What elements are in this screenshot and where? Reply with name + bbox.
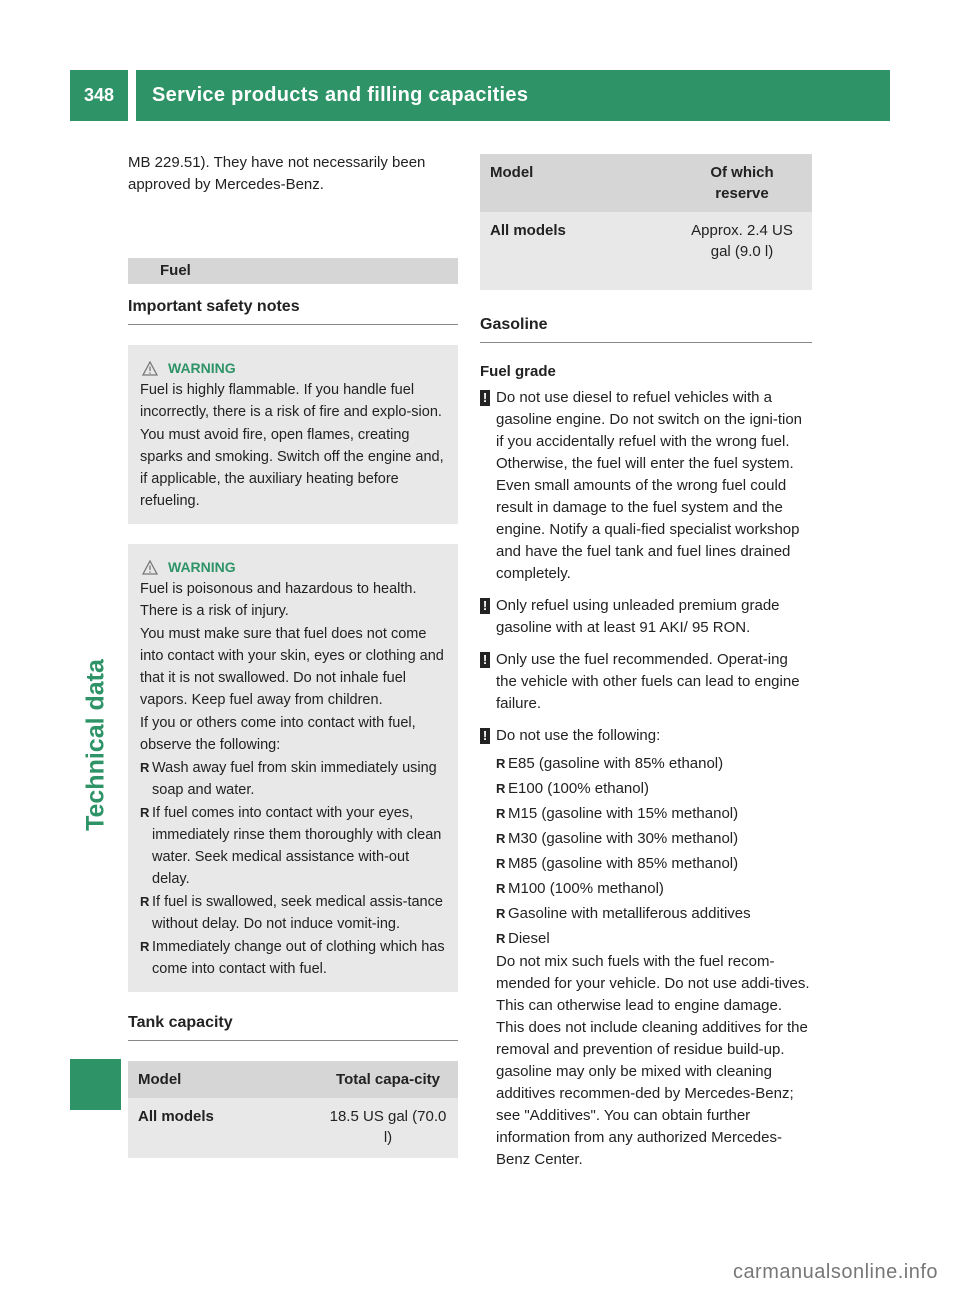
note-text: Only refuel using unleaded premium grade gasoline with at least 91 AKI/ 95 RON. <box>496 597 780 636</box>
closing-text: Do not mix such fuels with the fuel recom-mended for your vehicle. Do not use addi-tives. This can otherwise lead to engine damage. This does not include cleaning additives for the removal and prevention of residue build-up. gasoline may only be mixed with cleaning additives recommen-ded by Mercedes-Benz; see "Additives". You can obtain further information from any authorized Mercedes-Benz Center. <box>496 953 810 1168</box>
warning-text: You must avoid fire, open flames, creating sparks and smoking. Switch off the engine and, if applicable, the auxiliary heating before refueling. <box>140 427 444 509</box>
warning-box-poisonous <box>128 544 458 992</box>
page-number: 348 <box>83 85 115 105</box>
note-text: Do not use the following: <box>496 727 661 744</box>
side-tab-label: Technical data <box>81 659 109 831</box>
warning-text: You must make sure that fuel does not come into contact with your skin, eyes or clothing and that it is not swallowed. Do not inhale fuel vapors. Keep fuel away from children. <box>140 626 444 708</box>
warning-text: Fuel is highly flammable. If you handle fuel incorrectly, there is a risk of fire and explo-sion. <box>140 382 442 420</box>
list-item: R Wash away fuel from skin immediately using soap and water. <box>140 757 450 801</box>
table-header-cell: Of which reserve <box>672 154 812 212</box>
table-cell: All models <box>128 1098 318 1158</box>
list-item: R If fuel comes into contact with your eyes, immediately rinse them thoroughly with clean water. Seek medical assistance with-out delay. <box>140 802 450 890</box>
list-item: R Immediately change out of clothing which has come into contact with fuel. <box>140 936 450 980</box>
note-item <box>480 725 812 747</box>
warning-box-flammable <box>128 345 458 524</box>
list-item: R Diesel <box>496 926 812 951</box>
list-item: R E85 (gasoline with 85% ethanol) <box>496 751 812 776</box>
warning-title: WARNING <box>168 559 236 575</box>
reserve-table <box>480 154 812 290</box>
right-column <box>480 150 812 1171</box>
warning-text: Fuel is poisonous and hazardous to health. There is a risk of injury. <box>140 581 417 619</box>
safety-heading: Important safety notes <box>128 296 458 325</box>
warning-text: If you or others come into contact with fuel, observe the following: <box>140 715 416 753</box>
tank-capacity-table <box>128 1061 458 1158</box>
side-tab <box>70 570 121 920</box>
section-fuel: Fuel <box>128 258 458 284</box>
note-item <box>480 387 812 585</box>
left-column <box>128 150 458 1158</box>
list-item: R M30 (gasoline with 30% methanol) <box>496 826 812 851</box>
list-item: R Gasoline with metalliferous additives <box>496 901 812 926</box>
table-cell: Approx. 2.4 US gal (9.0 l) <box>672 212 812 290</box>
note-text: Do not use diesel to refuel vehicles with a gasoline engine. Do not switch on the igni-tion if you accidentally refuel with the wrong fuel. Otherwise, the fuel will enter the fuel system. Even small amounts of the wrong fuel could result in damage to the fuel system and the engine. Notify a quali-fied specialist workshop and have the fuel tank and fuel lines drained completely. <box>496 389 803 582</box>
list-item: R M100 (100% methanol) <box>496 876 812 901</box>
note-text: Only use the fuel recommended. Operat-ing the vehicle with other fuels can lead to engine failure. <box>496 651 800 712</box>
note-item <box>480 649 812 715</box>
intro-text: MB 229.51). They have not necessarily been approved by Mercedes-Benz. <box>128 154 426 193</box>
header-divider <box>128 70 136 121</box>
warning-title: WARNING <box>168 360 236 376</box>
exclamation-icon: ! <box>480 652 490 668</box>
watermark: carmanualsonline.info <box>732 1261 938 1283</box>
list-item: R E100 (100% ethanol) <box>496 776 812 801</box>
list-item: R If fuel is swallowed, seek medical assis-tance without delay. Do not induce vomit-ing. <box>140 891 450 935</box>
list-item: R M15 (gasoline with 15% methanol) <box>496 801 812 826</box>
table-row <box>128 1098 458 1158</box>
table-header-cell: Total capa-city <box>318 1061 458 1098</box>
table-cell: All models <box>480 212 672 290</box>
fuel-exclusion-list <box>480 751 812 951</box>
tank-capacity-heading: Tank capacity <box>128 1012 458 1041</box>
warning-triangle-icon <box>142 361 158 376</box>
note-item <box>480 595 812 639</box>
fuel-grade-heading: Fuel grade <box>480 363 556 380</box>
page-header <box>70 70 890 121</box>
table-header-cell: Model <box>128 1061 318 1098</box>
table-header-row <box>480 154 812 212</box>
side-marker <box>70 1059 121 1110</box>
exclamation-icon: ! <box>480 390 490 406</box>
table-header-row <box>128 1061 458 1098</box>
page-title: Service products and filling capacities <box>152 84 529 106</box>
list-item: R M85 (gasoline with 85% methanol) <box>496 851 812 876</box>
exclamation-icon: ! <box>480 598 490 614</box>
table-row <box>480 212 812 290</box>
exclamation-icon: ! <box>480 728 490 744</box>
warning-triangle-icon <box>142 560 158 575</box>
gasoline-heading: Gasoline <box>480 314 812 343</box>
table-header-cell: Model <box>480 154 672 212</box>
table-cell: 18.5 US gal (70.0 l) <box>318 1098 458 1158</box>
